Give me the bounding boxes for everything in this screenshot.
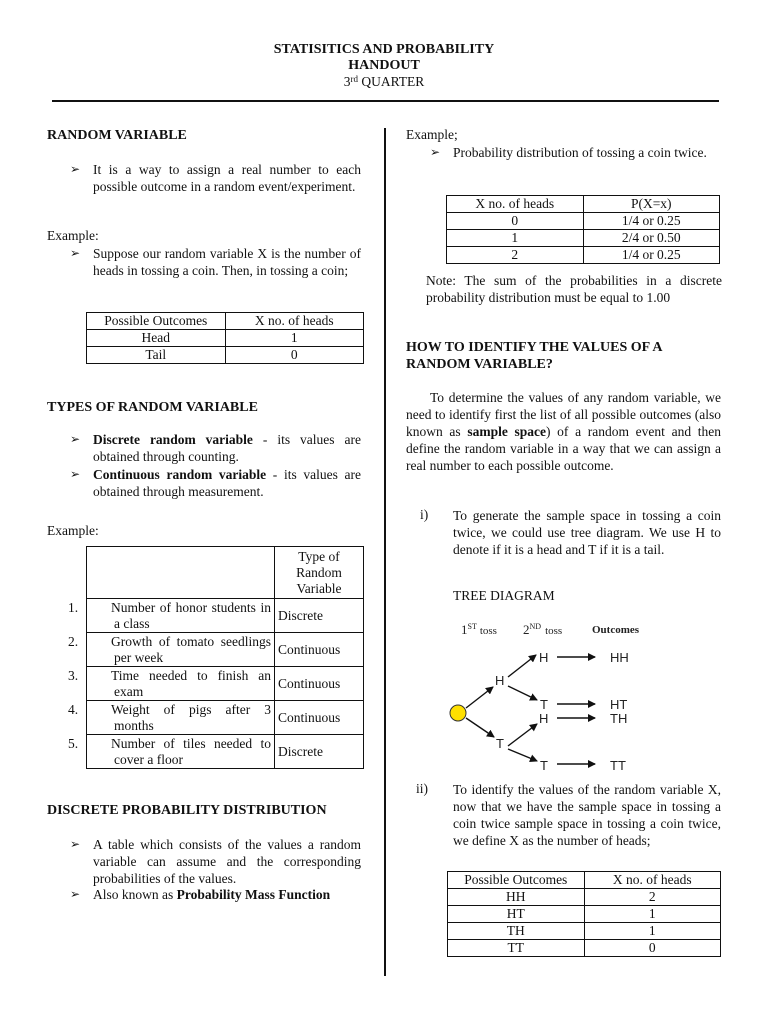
- arrow-bullet-icon: ➢: [70, 887, 81, 901]
- types-example-table: [68, 546, 364, 769]
- arrow-bullet-icon: ➢: [430, 145, 441, 159]
- dpd-aka-bullet: ➢ Also known as Probability Mass Function: [70, 887, 331, 902]
- table-row: Head 1: [87, 330, 364, 347]
- arrow-bullet-icon: ➢: [70, 837, 81, 851]
- types-heading: TYPES OF RANDOM VARIABLE: [47, 400, 258, 415]
- table-header: Possible Outcomes: [448, 872, 585, 889]
- table-row: 3. Time needed to finish an exam Continuous: [87, 667, 364, 701]
- table-row: 1 2/4 or 0.50: [447, 230, 720, 247]
- document-title: STATISITICS AND PROBABILITY: [273, 42, 495, 57]
- table-row: HH 2: [448, 889, 721, 906]
- table-row: TT 0: [448, 940, 721, 957]
- branch-line: [508, 724, 537, 746]
- table-row: 0 1/4 or 0.25: [447, 213, 720, 230]
- table-header: Type of Random Variable: [275, 547, 364, 599]
- rv-example-bullet: ➢ Suppose our random variable X is the number of heads in tossing a coin. Then, in tossing a coin;: [70, 246, 361, 278]
- table-row: Tail 0: [87, 347, 364, 364]
- branch-line: [508, 686, 537, 700]
- node-tt: T: [540, 758, 548, 773]
- discrete-bullet: ➢ Discrete random variable - its values are obtained through counting.: [70, 432, 361, 464]
- dpd-definition-bullet: ➢ A table which consists of the values a random variable can assume and the corresponding probabilities of the values.: [70, 837, 361, 886]
- arrow-bullet-icon: ➢: [70, 246, 81, 260]
- quarter-label: 3rd QUARTER: [343, 74, 425, 89]
- example-label: Example:: [47, 228, 99, 243]
- tree-diagram: [440, 612, 680, 777]
- continuous-bullet: ➢ Continuous random variable - its values are obtained through measurement.: [70, 467, 362, 499]
- how-to-identify-paragraph: To determine the values of any random variable, we need to identify first the list of all possible outcomes (also known as sample space) of a random event and then define the random variable in a way that we can assign a real number to each possible outcome.: [406, 390, 721, 473]
- outcomes-label: Outcomes: [592, 624, 640, 636]
- branch-line: [508, 655, 536, 677]
- table-row: 5. Number of tiles needed to cover a floor Discrete: [87, 735, 364, 769]
- node-hh: H: [539, 650, 549, 665]
- random-variable-heading: RANDOM VARIABLE: [47, 128, 187, 143]
- outcome-hh: HH: [610, 650, 629, 665]
- header-rule: [52, 100, 719, 102]
- document-subtitle: HANDOUT: [348, 58, 420, 73]
- table-header: X no. of heads: [584, 872, 721, 889]
- outcome-ht: HT: [610, 697, 628, 712]
- table-row: TH 1: [448, 923, 721, 940]
- branch-line: [466, 687, 493, 708]
- tree-start-node: [450, 705, 466, 721]
- table-header: X no. of heads: [225, 313, 364, 330]
- table-header: X no. of heads: [447, 196, 584, 213]
- outcome-tt: TT: [610, 758, 626, 773]
- tree-diagram-title: TREE DIAGRAM: [453, 588, 555, 603]
- node-first-h: H: [495, 673, 505, 688]
- step-number: i): [420, 507, 429, 522]
- table-row: HT 1: [448, 906, 721, 923]
- rv-definition-bullet: ➢ It is a way to assign a real number to each possible outcome in a random event/experiment.: [70, 162, 361, 194]
- note-text: Note: The sum of the probabilities in a discrete probability distribution must be equal to 1.00: [426, 273, 722, 305]
- sample-space-table: [447, 871, 721, 957]
- arrow-bullet-icon: ➢: [70, 467, 81, 481]
- first-toss-label: 1ST $_{toss}$: [461, 622, 497, 637]
- document-header: [0, 42, 768, 90]
- arrow-bullet-icon: ➢: [70, 162, 81, 176]
- table-row: 2. Growth of tomato seedlings per week Continuous: [87, 633, 364, 667]
- table-row: 2 1/4 or 0.25: [447, 247, 720, 264]
- example-label: Example;: [406, 127, 458, 142]
- pd-example-bullet: ➢ Probability distribution of tossing a coin twice.: [430, 145, 707, 160]
- node-th: H: [539, 711, 549, 726]
- branch-line: [508, 749, 537, 761]
- coin-outcomes-table: [86, 312, 364, 364]
- table-header: Possible Outcomes: [87, 313, 226, 330]
- probability-distribution-table: [446, 195, 720, 264]
- column-divider: [384, 128, 386, 976]
- table-row: 1. Number of honor students in a class Discrete: [87, 599, 364, 633]
- node-first-t: T: [496, 736, 504, 751]
- dpd-heading: DISCRETE PROBABILITY DISTRIBUTION: [47, 803, 327, 818]
- arrow-bullet-icon: ➢: [70, 432, 81, 446]
- step-number: ii): [416, 781, 428, 796]
- outcome-th: TH: [610, 711, 628, 726]
- branch-line: [466, 718, 494, 737]
- how-to-identify-heading: HOW TO IDENTIFY THE VALUES OF A RANDOM VARIABLE?: [406, 340, 662, 372]
- node-ht: T: [540, 697, 548, 712]
- example-label: Example:: [47, 523, 99, 538]
- step-one-text: To generate the sample space in tossing a coin twice, we could use tree diagram. We use H to denote if it is a head and T if it is a tail.: [453, 508, 721, 557]
- step-two-text: To identify the values of the random variable X, now that we have the sample space in tossing a coin twice sample space in tossing a coin twice, we define X as the number of heads;: [453, 782, 721, 848]
- second-toss-label: 2ND $_{toss}$: [523, 622, 563, 637]
- table-header: P(X=x): [583, 196, 720, 213]
- table-row: 4. Weight of pigs after 3 months Continuous: [87, 701, 364, 735]
